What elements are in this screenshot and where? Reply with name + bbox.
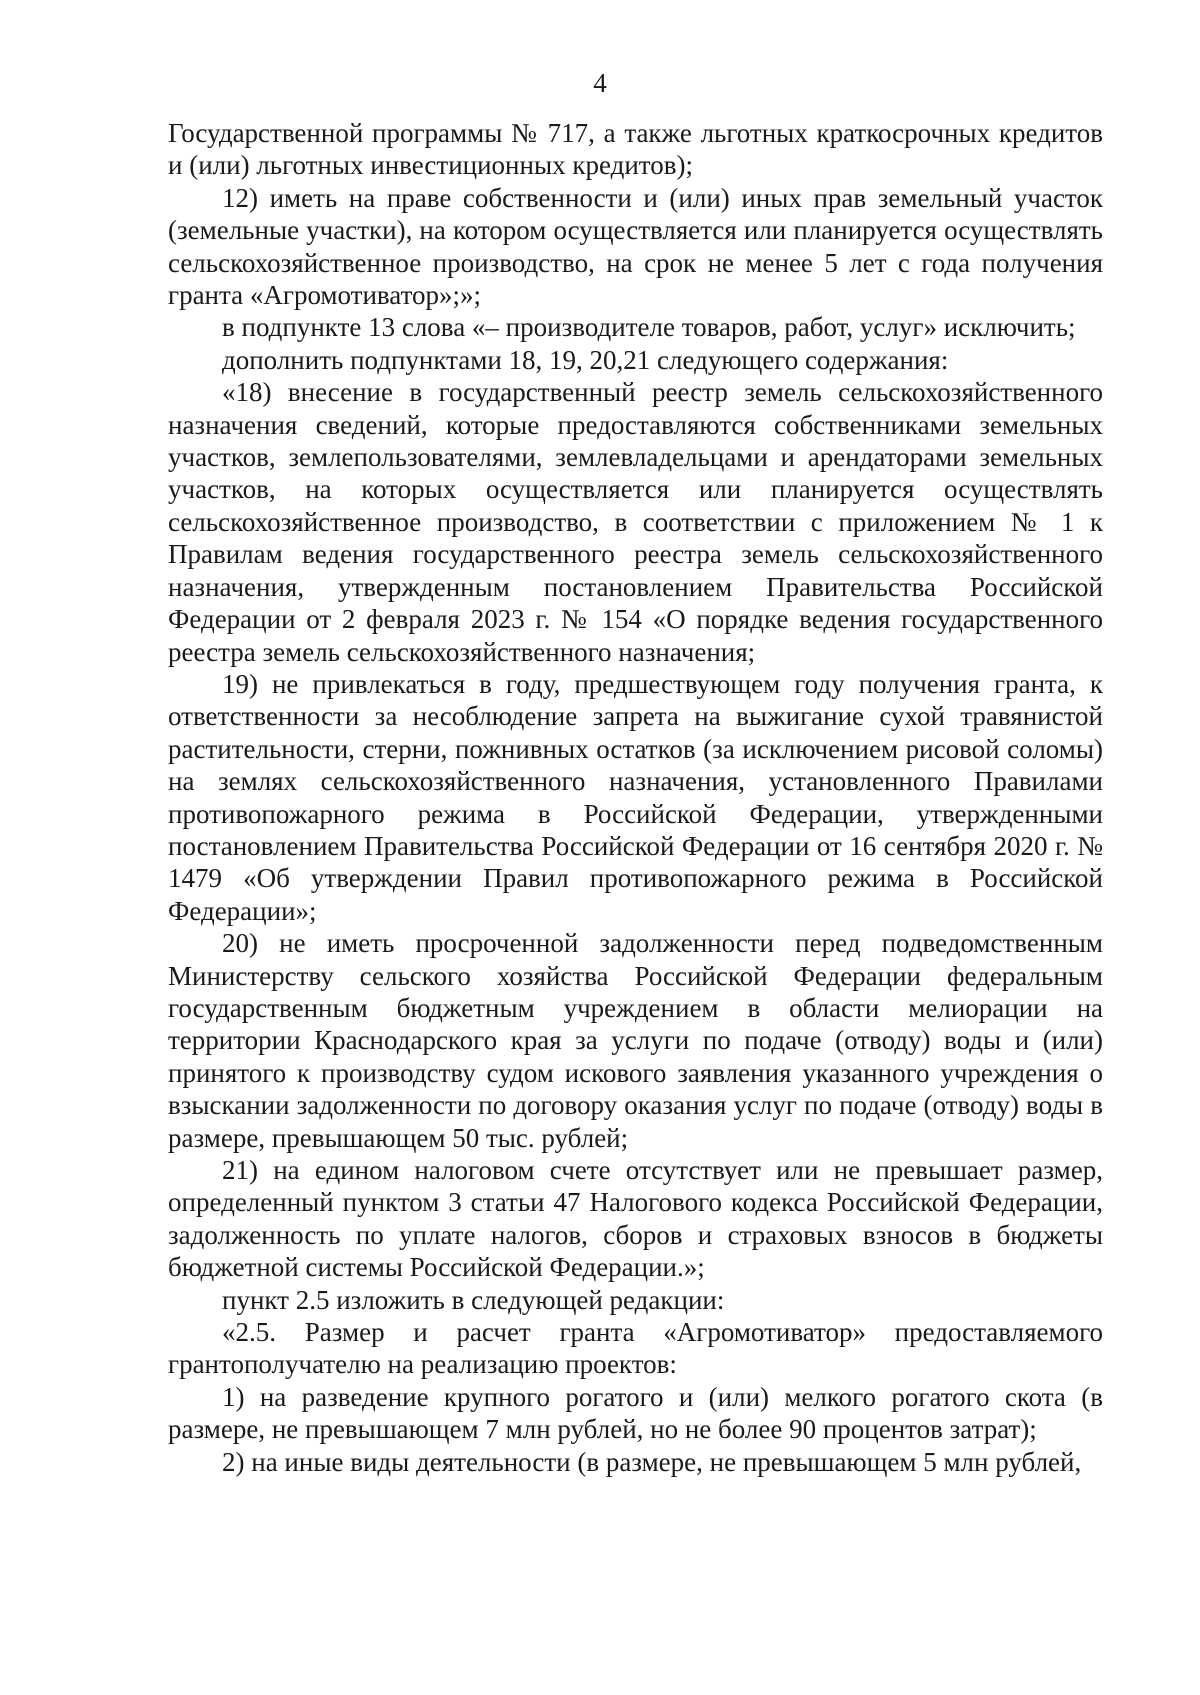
document-body [168,117,1103,1478]
paragraph-item-12: 12) иметь на праве собственности и (или) иных прав земельный участок (земельные участки), на котором осуществляется или планируется осуществлять сельскохозяйственное производство, на срок не менее 5 лет с года получения гранта «Агромотиватор»;»; [168,182,1103,311]
paragraph-clause-2-5: «2.5. Размер и расчет гранта «Агромотиватор» предоставляемого грантополучателю на реализацию проектов: [168,1317,1103,1380]
paragraph-continuation: Государственной программы № 717, а также льготных краткосрочных кредитов и (или) льготных инвестиционных кредитов); [168,118,1103,181]
paragraph-item-21: 21) на едином налоговом счете отсутствует или не превышает размер, определенный пунктом 3 статьи 47 Налогового кодекса Российской Федерации, задолженность по уплате налогов, сборов и страховых взносов в бюджеты бюджетной системы Российской Федерации.»; [168,1155,1103,1283]
paragraph-subitem-13-amendment: в подпункте 13 слова «– производителе товаров, работ, услуг» исключить; [222,312,1076,343]
paragraph-grant-item-2: 2) на иные виды деятельности (в размере, не превышающем 5 млн рублей, [222,1446,1082,1477]
paragraph-add-subitems: дополнить подпунктами 18, 19, 20,21 следующего содержания: [222,344,949,375]
paragraph-grant-item-1: 1) на разведение крупного рогатого и (или) мелкого рогатого скота (в размере, не превышающем 7 млн рублей, но не более 90 процентов затрат); [168,1381,1103,1445]
page-number: 4 [593,68,607,98]
paragraph-item-18: «18) внесение в государственный реестр земель сельскохозяйственного назначения сведений, которые предоставляются собственниками земельных участков, землепользователями, землевладельцами и арендаторами земельных участков, на которых осуществляется или планируется осуществлять сельскохозяйственное производство, в соответствии с приложением № 1 к Правилам ведения государственного реестра земель сельскохозяйственного назначения, утвержденным постановлением Правительства Российской Федерации от 2 февраля 2023 г. № 154 «О порядке ведения государственного реестра земель сельскохозяйственного назначения; [168,377,1103,667]
paragraph-clause-2-5-intro: пункт 2.5 изложить в следующей редакции: [222,1284,725,1315]
paragraph-item-19: 19) не привлекаться в году, предшествующем году получения гранта, к ответственности за несоблюдение запрета на выжигание сухой травянистой растительности, стерни, пожнивных остатков (за исключением рисовой соломы) на землях сельскохозяйственного назначения, установленного Правилами противопожарного режима в Российской Федерации, утвержденными постановлением Правительства Российской Федерации от 16 сентября 2020 г. № 1479 «Об утверждении Правил противопожарного режима в Российской Федерации»; [168,668,1103,926]
paragraph-item-20: 20) не иметь просроченной задолженности перед подведомственным Министерству сельского хозяйства Российской Федерации федеральным государственным бюджетным учреждением в области мелиорации на территории Краснодарского края за услуги по подаче (отводу) воды и (или) принятого к производству судом искового заявления указанного учреждения о взыскании задолженности по договору оказания услуг по подаче (отводу) воды в размере, превышающем 50 тыс. рублей; [168,928,1103,1153]
